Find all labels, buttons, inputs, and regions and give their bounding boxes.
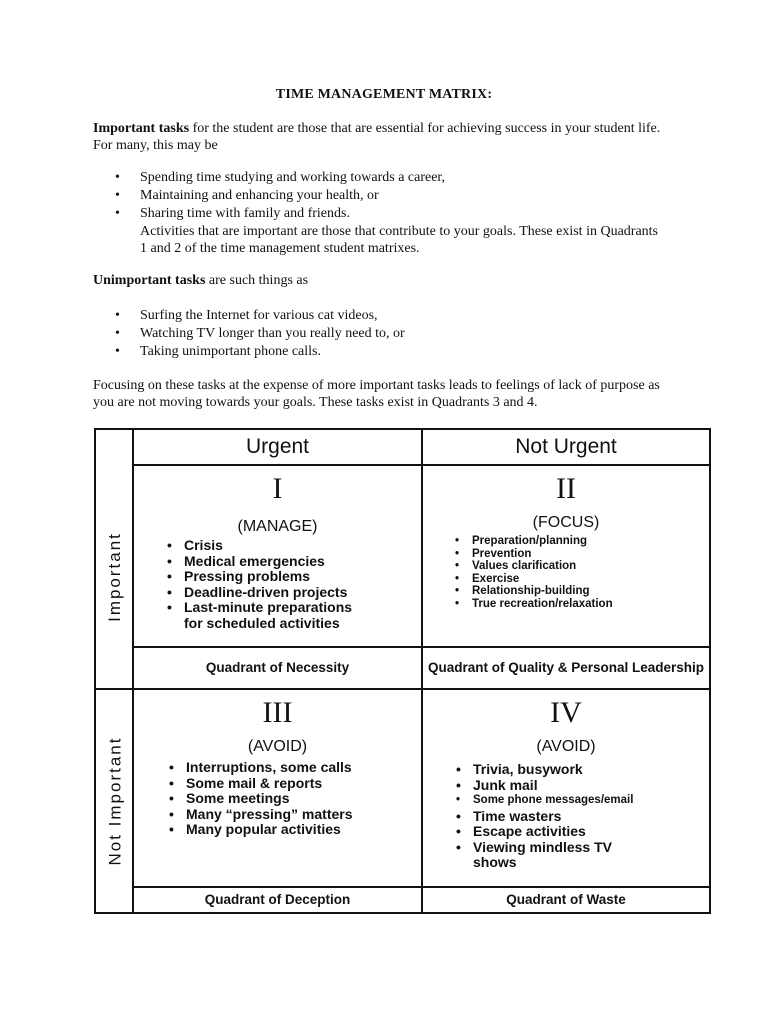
list-item — [452, 535, 613, 548]
important-bullets-list — [93, 169, 663, 257]
quadrant-3-label: (AVOID) — [247, 738, 308, 755]
list-item — [166, 760, 353, 776]
list-item-text: Values clarification — [472, 560, 577, 573]
bullet-icon: • — [167, 537, 172, 553]
list-item-text: Prevention — [472, 547, 532, 560]
column-header-not-urgent: Not Urgent — [515, 435, 617, 458]
bullet-icon: • — [167, 583, 172, 600]
list-item — [164, 600, 352, 616]
list-item-text: Viewing mindless TV — [473, 838, 613, 855]
list-item — [453, 809, 633, 825]
list-item-text: True recreation/relaxation — [472, 597, 613, 610]
bullet-icon: • — [169, 821, 174, 837]
bullet-icon: • — [167, 552, 172, 569]
list-item — [453, 762, 633, 778]
quadrant-2-list — [452, 535, 613, 611]
list-item — [166, 776, 353, 792]
unimportant-intro-text: are such things as — [205, 273, 309, 288]
list-item-text: Interruptions, some calls — [186, 759, 352, 775]
quadrant-3-numeral: III — [262, 696, 293, 729]
matrix-divider — [134, 464, 709, 466]
unimportant-intro-paragraph — [93, 272, 663, 289]
list-item-text: Pressing problems — [184, 568, 311, 584]
list-item — [93, 343, 663, 361]
list-item-text: Trivia, busywork — [473, 761, 583, 777]
unimportant-tasks-term: Unimportant tasks — [93, 273, 206, 288]
bullet-icon: • — [169, 774, 174, 791]
quadrant-3-footer: Quadrant of Deception — [204, 892, 351, 907]
list-item — [453, 778, 633, 794]
list-item-text: Preparation/planning — [472, 535, 588, 547]
bullet-icon: • — [455, 535, 460, 547]
list-item — [164, 585, 352, 601]
list-item-text: Spending time studying and working towards a career, — [140, 170, 446, 185]
list-item-text: Many popular activities — [186, 821, 341, 837]
list-item-text: Some mail & reports — [186, 774, 323, 791]
bullet-icon: • — [456, 794, 461, 806]
list-item-text: Deadline-driven projects — [184, 583, 348, 600]
bullet-icon: • — [115, 170, 120, 185]
bullet-icon: • — [456, 807, 461, 824]
important-note: Activities that are important are those that contribute to your goals. These exist in Quadrants 1 and 2 of the time management student matrixes. — [140, 224, 658, 256]
column-header-urgent: Urgent — [245, 435, 310, 458]
list-item-text: Time wasters — [473, 807, 562, 824]
quadrant-1-footer: Quadrant of Necessity — [205, 660, 350, 675]
time-management-matrix — [94, 428, 711, 914]
bullet-icon: • — [169, 790, 174, 806]
bullet-icon: • — [456, 838, 461, 855]
list-item — [164, 554, 352, 570]
unimportant-bullets-list — [93, 307, 663, 361]
list-item-text: Sharing time with family and friends. — [140, 206, 350, 221]
list-item — [93, 307, 663, 325]
list-item — [93, 169, 663, 187]
quadrant-3-list — [166, 760, 353, 838]
bullet-icon: • — [455, 560, 460, 573]
bullet-icon: • — [455, 597, 460, 610]
row-header-not-important — [96, 690, 134, 912]
list-item-text: Crisis — [184, 537, 223, 553]
quadrant-1-list — [164, 538, 352, 631]
bullet-icon: • — [456, 823, 461, 839]
bullet-icon: • — [167, 568, 172, 584]
list-item-text: Watching TV longer than you really need to, or — [140, 326, 405, 341]
bullet-icon: • — [455, 547, 460, 560]
list-item-text: Maintaining and enhancing your health, or — [140, 188, 379, 203]
list-item-continuation: for scheduled activities — [184, 614, 340, 631]
list-item-text: Taking unimportant phone calls. — [140, 344, 321, 359]
row-header-important — [96, 466, 134, 688]
list-item — [164, 569, 352, 585]
bullet-icon: • — [115, 206, 120, 221]
row-header-label: Important — [105, 532, 124, 622]
list-item — [93, 325, 663, 343]
list-item — [166, 807, 353, 823]
bullet-icon: • — [167, 599, 172, 615]
matrix-divider — [96, 688, 709, 690]
quadrant-2-label: (FOCUS) — [532, 514, 600, 531]
bullet-icon: • — [169, 805, 174, 822]
bullet-icon: • — [455, 585, 460, 598]
list-item-text: Last-minute preparations — [184, 599, 353, 615]
list-item-text: Some meetings — [186, 790, 290, 806]
bullet-icon: • — [455, 572, 460, 585]
bullet-icon: • — [456, 776, 461, 793]
closing-paragraph: Focusing on these tasks at the expense of more important tasks leads to feelings of lack of purpose as you are not moving towards your goals. These tasks exist in Quadrants 3 and 4. — [93, 378, 660, 410]
quadrant-4-label: (AVOID) — [536, 738, 596, 755]
quadrant-1-numeral: I — [272, 472, 283, 505]
list-item-text: Exercise — [472, 572, 520, 585]
list-item-text: Many “pressing” matters — [186, 805, 353, 822]
list-item-text: Medical emergencies — [184, 552, 325, 569]
quadrant-2-footer: Quadrant of Quality & Personal Leadership — [427, 660, 705, 675]
list-item — [166, 822, 353, 838]
list-item — [453, 824, 633, 840]
quadrant-1-label: (MANAGE) — [237, 518, 318, 535]
list-item — [93, 187, 663, 205]
bullet-icon: • — [115, 326, 120, 341]
list-item — [452, 548, 613, 561]
page-title: TIME MANAGEMENT MATRIX: — [275, 87, 493, 102]
bullet-icon: • — [115, 308, 120, 323]
list-item — [166, 791, 353, 807]
quadrant-4-footer: Quadrant of Waste — [506, 892, 626, 907]
important-tasks-term: Important tasks — [93, 121, 190, 136]
important-intro-text: for the student are those that are essential for achieving success in your student life. For many, this may be — [93, 121, 661, 153]
important-intro-paragraph — [93, 120, 663, 154]
list-item — [452, 573, 613, 586]
list-item-text: Surfing the Internet for various cat videos, — [140, 308, 378, 323]
quadrant-4-numeral: IV — [550, 696, 582, 729]
list-item-continuation: shows — [473, 854, 517, 870]
list-item-text: Some phone messages/email — [473, 794, 634, 806]
bullet-icon: • — [115, 344, 120, 359]
bullet-icon: • — [456, 761, 461, 777]
list-item — [453, 793, 633, 809]
list-item — [452, 598, 613, 611]
bullet-icon: • — [115, 188, 120, 203]
quadrant-4-list — [453, 762, 633, 871]
bullet-icon: • — [169, 759, 174, 775]
list-item-text: Escape activities — [473, 823, 586, 839]
list-item — [452, 585, 613, 598]
list-item — [453, 840, 633, 856]
row-header-label: Not Important — [105, 736, 124, 866]
list-item — [93, 205, 663, 257]
list-item — [452, 560, 613, 573]
list-item — [164, 538, 352, 554]
quadrant-2-numeral: II — [556, 472, 576, 505]
list-item-text: Relationship-building — [472, 585, 590, 598]
list-item-text: Junk mail — [473, 776, 538, 793]
